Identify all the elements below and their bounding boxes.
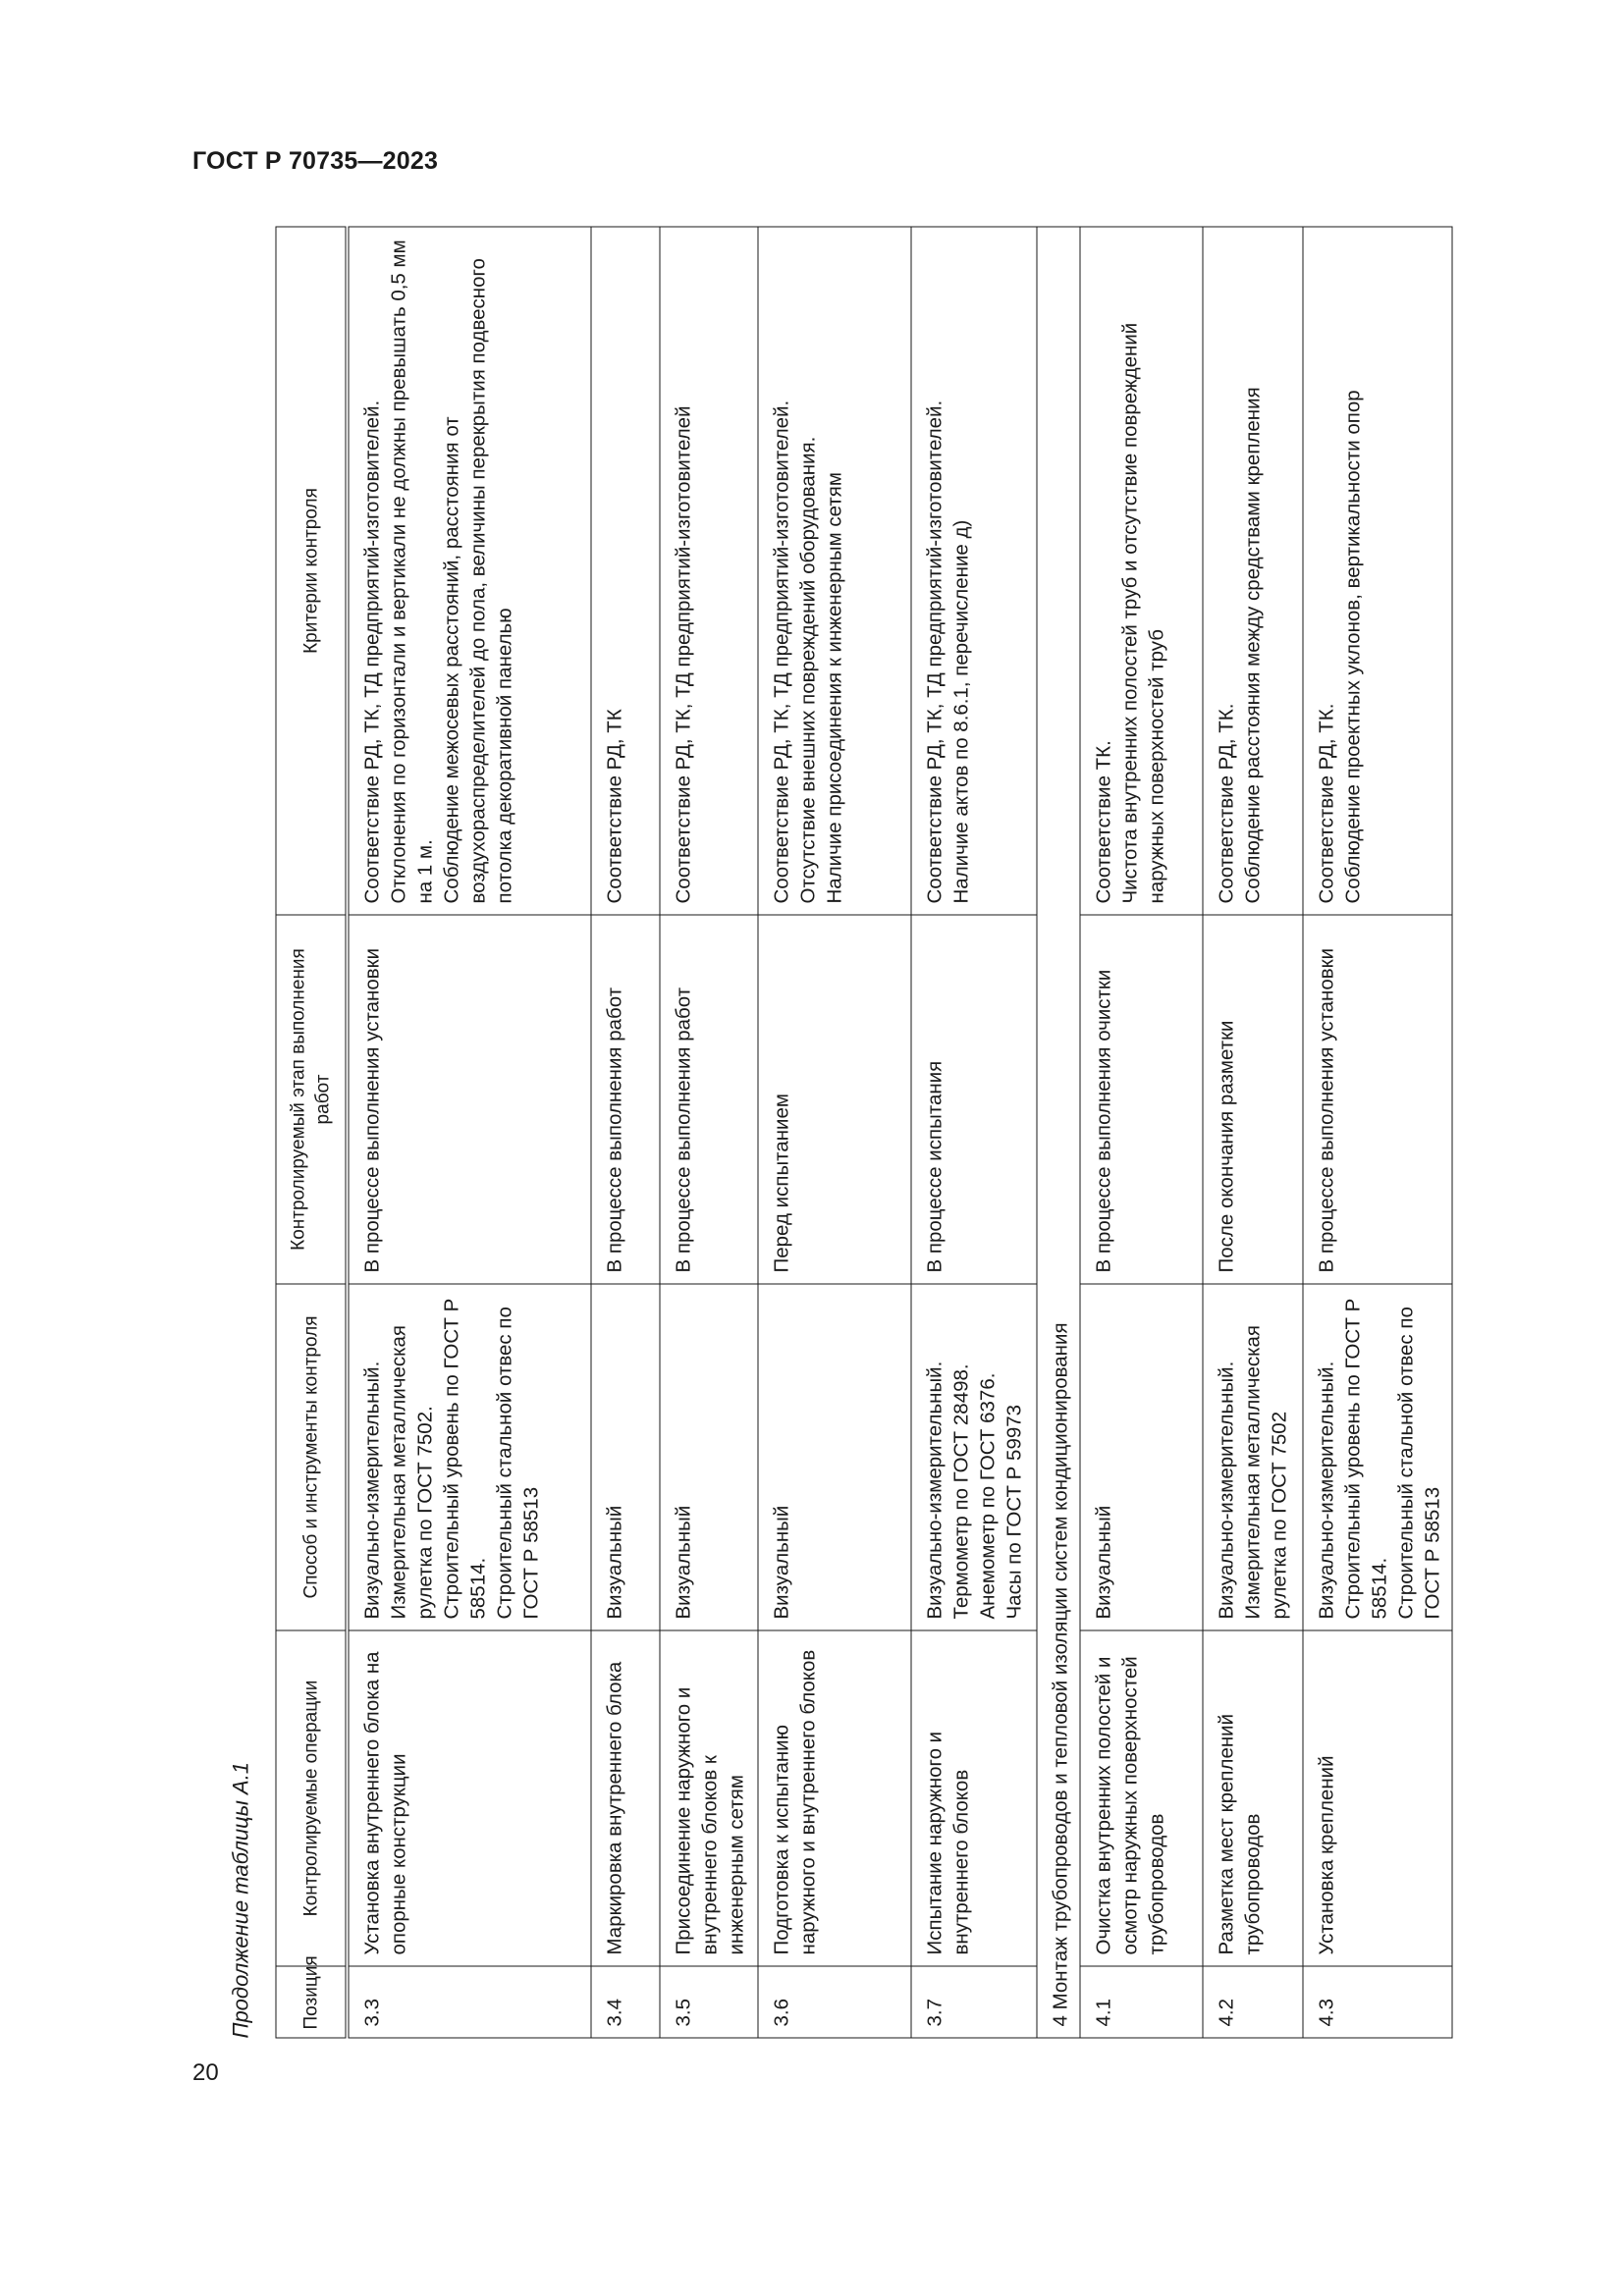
col-header-position: Позиция bbox=[276, 1966, 348, 2038]
control-table bbox=[276, 227, 1453, 2039]
method-cell-line: Визуально-измерительный. bbox=[360, 1361, 384, 1620]
method-cell-line: Анемометр по ГОСТ 6376. bbox=[976, 1372, 999, 1620]
table-header-row bbox=[276, 227, 348, 2038]
stage-cell: В процессе выполнения работ bbox=[591, 915, 660, 1284]
method-cell-line: Строительный стальной отвес по ГОСТ Р 58513 bbox=[493, 1307, 543, 1620]
stage-cell: После окончания разметки bbox=[1203, 915, 1303, 1284]
table-row bbox=[758, 227, 911, 2038]
criteria-cell-line: Соответствие РД, ТК, ТД предприятий-изготовителей. bbox=[923, 400, 946, 904]
method-cell bbox=[1203, 1284, 1303, 1630]
method-cell bbox=[758, 1284, 911, 1630]
table-body-section-4 bbox=[1080, 227, 1452, 2038]
stage-cell: В процессе выполнения работ bbox=[660, 915, 758, 1284]
method-cell-line: Строительный стальной отвес по ГОСТ Р 58513 bbox=[1394, 1307, 1443, 1620]
table-body-section-3 bbox=[348, 227, 1037, 2038]
criteria-cell-line: Соответствие РД, ТК bbox=[603, 709, 625, 904]
stage-cell: В процессе выполнения установки bbox=[1303, 915, 1452, 1284]
criteria-cell-line: Соблюдение межосевых расстояний, расстояния от воздухораспределителей до пола, величины перекрытия подвесного потолка декоративной панелью bbox=[440, 258, 516, 904]
table-row bbox=[660, 227, 758, 2038]
criteria-cell-line: Соответствие РД, ТК, ТД предприятий-изготовителей bbox=[672, 405, 694, 904]
section-row bbox=[1037, 227, 1080, 2038]
operation-cell: Присоединение наружного и внутреннего блоков к инженерным сетям bbox=[660, 1630, 758, 1966]
method-cell-line: Визуально-измерительный. bbox=[1215, 1361, 1237, 1620]
operation-cell: Очистка внутренних полостей и осмотр наружных поверхностей трубопроводов bbox=[1080, 1630, 1203, 1966]
method-cell bbox=[591, 1284, 660, 1630]
criteria-cell bbox=[1080, 227, 1203, 915]
method-cell-line: Визуальный bbox=[770, 1505, 792, 1620]
stage-cell: Перед испытанием bbox=[758, 915, 911, 1284]
operation-cell: Установка креплений bbox=[1303, 1630, 1452, 1966]
criteria-cell-line: Соответствие РД, ТК, ТД предприятий-изготовителей. bbox=[770, 400, 792, 904]
criteria-cell bbox=[348, 227, 591, 915]
criteria-cell-line: Соблюдение проектных уклонов, вертикальности опор bbox=[1341, 390, 1364, 904]
criteria-cell bbox=[591, 227, 660, 915]
operation-cell: Испытание наружного и внутреннего блоков bbox=[911, 1630, 1037, 1966]
col-header-stage: Контролируемый этап выполнения работ bbox=[276, 915, 348, 1284]
criteria-cell-line: Соответствие ТК. bbox=[1092, 740, 1114, 904]
criteria-cell bbox=[1203, 227, 1303, 915]
position-cell: 3.7 bbox=[911, 1966, 1037, 2038]
table-row bbox=[591, 227, 660, 2038]
criteria-cell-line: Соблюдение расстояния между средствами крепления bbox=[1241, 387, 1264, 904]
operation-cell: Маркировка внутреннего блока bbox=[591, 1630, 660, 1966]
criteria-cell-line: Соответствие РД, ТК. bbox=[1315, 703, 1337, 904]
position-cell: 3.3 bbox=[348, 1966, 591, 2038]
stage-cell: В процессе испытания bbox=[911, 915, 1037, 1284]
operation-cell: Разметка мест креплений трубопроводов bbox=[1203, 1630, 1303, 1966]
criteria-cell-line: Соответствие РД, ТК, ТД предприятий-изготовителей. bbox=[360, 400, 384, 904]
col-header-method: Способ и инструменты контроля bbox=[276, 1284, 348, 1630]
criteria-cell-line: Соответствие РД, ТК. bbox=[1215, 703, 1237, 904]
method-cell bbox=[911, 1284, 1037, 1630]
criteria-cell-line: Чистота внутренних полостей труб и отсутствие повреждений наружных поверхностей труб bbox=[1118, 322, 1167, 904]
method-cell-line: Визуальный bbox=[1092, 1505, 1114, 1620]
table-row bbox=[1080, 227, 1203, 2038]
method-cell bbox=[660, 1284, 758, 1630]
document-header: ГОСТ Р 70735—2023 bbox=[192, 147, 439, 175]
method-cell-line: Визуальный bbox=[672, 1505, 694, 1620]
operation-cell: Установка внутреннего блока на опорные конструкции bbox=[348, 1630, 591, 1966]
position-cell: 4.2 bbox=[1203, 1966, 1303, 2038]
stage-cell: В процессе выполнения очистки bbox=[1080, 915, 1203, 1284]
rotated-table-block bbox=[229, 228, 1486, 2039]
method-cell-line: Строительный уровень по ГОСТ Р 58514. bbox=[440, 1298, 490, 1620]
criteria-cell bbox=[911, 227, 1037, 915]
method-cell bbox=[1303, 1284, 1452, 1630]
table-row bbox=[348, 227, 591, 2038]
criteria-cell-line: Наличие присоединения к инженерным сетям bbox=[823, 472, 845, 904]
position-cell: 4.3 bbox=[1303, 1966, 1452, 2038]
table-row bbox=[1203, 227, 1303, 2038]
table-row bbox=[1303, 227, 1452, 2038]
method-cell-line: Часы по ГОСТ Р 59973 bbox=[1002, 1404, 1025, 1620]
stage-cell: В процессе выполнения установки bbox=[348, 915, 591, 1284]
operation-cell: Подготовка к испытанию наружного и внутреннего блоков bbox=[758, 1630, 911, 1966]
method-cell bbox=[1080, 1284, 1203, 1630]
position-cell: 4.1 bbox=[1080, 1966, 1203, 2038]
method-cell bbox=[348, 1284, 591, 1630]
table-caption: Продолжение таблицы А.1 bbox=[228, 1761, 253, 2039]
method-cell-line: Визуально-измерительный. bbox=[923, 1361, 946, 1620]
method-cell-line: Измерительная металлическая рулетка по ГОСТ 7502. bbox=[387, 1324, 437, 1620]
position-cell: 3.5 bbox=[660, 1966, 758, 2038]
table-row bbox=[911, 227, 1037, 2038]
section-title: 4 Монтаж трубопроводов и тепловой изоляции систем кондиционирования bbox=[1037, 227, 1080, 2038]
criteria-cell bbox=[758, 227, 911, 915]
method-cell-line: Визуально-измерительный. bbox=[1315, 1361, 1337, 1620]
col-header-criteria: Критерии контроля bbox=[276, 227, 348, 915]
page-number: 20 bbox=[192, 2059, 219, 2086]
criteria-cell bbox=[660, 227, 758, 915]
position-cell: 3.4 bbox=[591, 1966, 660, 2038]
method-cell-line: Измерительная металлическая рулетка по ГОСТ 7502 bbox=[1241, 1324, 1290, 1620]
criteria-cell-line: Отклонения по горизонтали и вертикали не должны превышать 0,5 мм на 1 м. bbox=[387, 240, 437, 904]
position-cell: 3.6 bbox=[758, 1966, 911, 2038]
col-header-operations: Контролируемые операции bbox=[276, 1630, 348, 1966]
criteria-cell-line: Наличие актов по 8.6.1, перечисление д) bbox=[949, 519, 972, 904]
method-cell-line: Строительный уровень по ГОСТ Р 58514. bbox=[1341, 1298, 1390, 1620]
method-cell-line: Визуальный bbox=[603, 1505, 625, 1620]
method-cell-line: Термометр по ГОСТ 28498. bbox=[949, 1363, 972, 1620]
criteria-cell bbox=[1303, 227, 1452, 915]
criteria-cell-line: Отсутствие внешних повреждений оборудования. bbox=[796, 436, 819, 904]
